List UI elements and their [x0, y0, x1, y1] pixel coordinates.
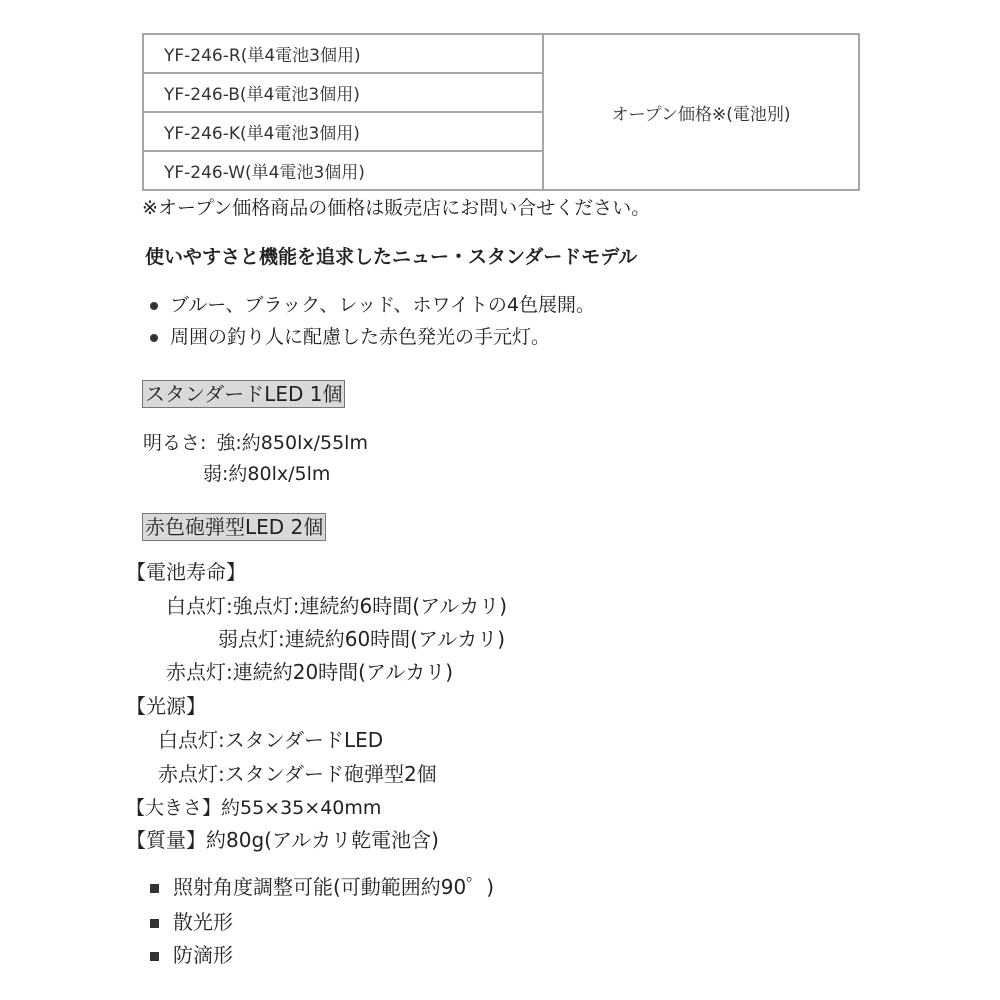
- list-item: [150, 322, 550, 349]
- headline: 使いやすさと機能を追求したニュー・スタンダードモデル: [145, 246, 638, 268]
- model-cell: YF-246-R(単4電池3個用): [143, 34, 543, 73]
- price-table: [142, 33, 860, 191]
- price-cell: オープン価格※(電池別): [543, 34, 859, 190]
- size-spec: 【大きさ】約55×35×40mm: [126, 797, 382, 819]
- light-white: 白点灯:スタンダードLED: [158, 728, 384, 752]
- feature-text: 防滴形: [173, 943, 233, 967]
- bullet-icon: [150, 302, 158, 310]
- brightness-strong: [143, 428, 368, 455]
- battery-white-strong: 白点灯:強点灯:連続約6時間(アルカリ): [166, 594, 508, 618]
- light-red: 赤点灯:スタンダード砲弾型2個: [158, 762, 437, 786]
- list-item: [150, 906, 233, 935]
- light-heading: 【光源】: [126, 694, 206, 718]
- bullet-text: 周囲の釣り人に配慮した赤色発光の手元灯。: [170, 326, 551, 348]
- led2-section: [142, 511, 326, 540]
- brightness-strong-value: 強:約850lx/55lm: [216, 432, 368, 454]
- list-item: [150, 290, 595, 317]
- brightness-label: 明るさ:: [143, 432, 207, 454]
- model-cell: YF-246-B(単4電池3個用): [143, 73, 543, 112]
- table-row: [143, 34, 859, 73]
- led1-section: [142, 378, 345, 407]
- price-note: ※オープン価格商品の価格は販売店にお問い合せください。: [142, 197, 651, 219]
- square-bullet-icon: [150, 952, 159, 961]
- bullet-text: ブルー、ブラック、レッド、ホワイトの4色展開。: [170, 294, 595, 316]
- list-item: [150, 871, 494, 900]
- battery-white-weak: 弱点灯:連続約60時間(アルカリ): [218, 627, 505, 651]
- led1-label: スタンダードLED 1個: [142, 380, 345, 408]
- feature-text: 照射角度調整可能(可動範囲約90゜): [173, 875, 495, 899]
- battery-heading: 【電池寿命】: [126, 560, 246, 584]
- battery-red: 赤点灯:連続約20時間(アルカリ): [166, 660, 453, 684]
- model-cell: YF-246-W(単4電池3個用): [143, 151, 543, 190]
- square-bullet-icon: [150, 884, 159, 893]
- square-bullet-icon: [150, 919, 159, 928]
- weight-spec: 【質量】約80g(アルカリ乾電池含): [126, 828, 439, 852]
- model-cell: YF-246-K(単4電池3個用): [143, 112, 543, 151]
- led2-label: 赤色砲弾型LED 2個: [142, 513, 326, 541]
- list-item: [150, 939, 233, 968]
- feature-text: 散光形: [173, 910, 233, 934]
- bullet-icon: [150, 334, 158, 342]
- brightness-weak: 弱:約80lx/5lm: [203, 463, 331, 485]
